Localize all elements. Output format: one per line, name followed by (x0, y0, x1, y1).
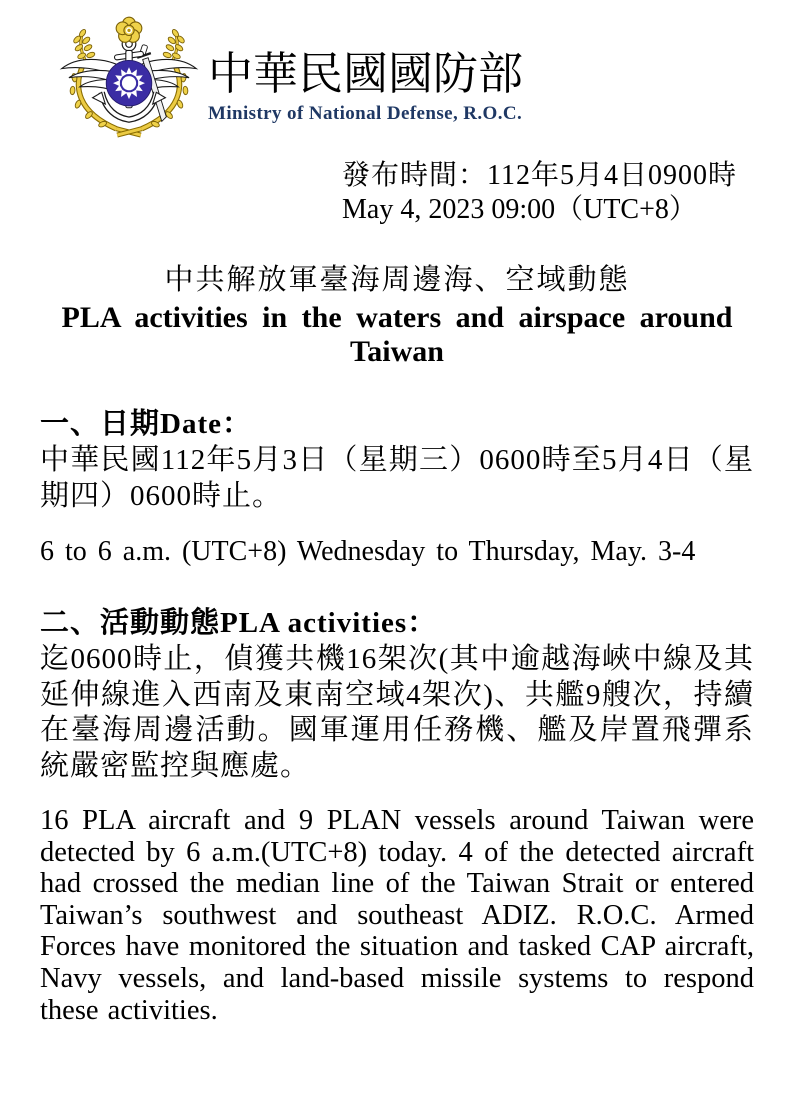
header (56, 14, 754, 146)
release-time-block (342, 159, 754, 227)
ministry-title-zh: 中華民國國防部 (208, 49, 524, 99)
mnd-emblem-icon (56, 14, 202, 146)
logo-text-block (208, 51, 523, 125)
release-time-zh: 發布時間：112年5月4日0900時 (342, 160, 737, 191)
document-title (40, 257, 754, 369)
section-date (40, 401, 754, 568)
ministry-subtitle-en: Ministry of National Defense, R.O.C. (208, 103, 523, 125)
document-title-en: PLA activities in the waters and airspace around Taiwan (61, 301, 733, 368)
section-activities (40, 600, 754, 1026)
section-date-body-en: 6 to 6 a.m. (UTC+8) Wednesday to Thursday, May. 3-4 (40, 536, 696, 567)
section-date-heading: 一、日期Date： (40, 408, 252, 440)
section-activities-heading: 二、活動動態PLA activities： (40, 607, 438, 639)
section-date-body-zh: 中華民國112年5月3日（星期三）0600時至5月4日（星期四）0600時止。 (40, 444, 754, 512)
release-time-en: May 4, 2023 09:00（UTC+8） (342, 194, 697, 225)
document-title-zh: 中共解放軍臺海周邊海、空域動態 (164, 264, 630, 296)
plum-blossom (116, 17, 142, 42)
section-activities-body-en: 16 PLA aircraft and 9 PLAN vessels around Taiwan were detected by 6 a.m.(UTC+8) today. 4 of the detected aircraft had crossed the median line of the Taiwan Strait or entered Taiwan’s southwest and southeast ADIZ. R.O.C. Armed Forces have monitored the situation and tasked CAP aircraft, Navy vessels, and land-based missile systems to respond these activities. (40, 805, 754, 1026)
section-activities-body-zh: 迄0600時止，偵獲共機16架次(其中逾越海峽中線及其延伸線進入西南及東南空域4架次)、共艦9艘次，持續在臺海周邊活動。國軍運用任務機、艦及岸置飛彈系統嚴密監控與應處。 (40, 643, 754, 782)
